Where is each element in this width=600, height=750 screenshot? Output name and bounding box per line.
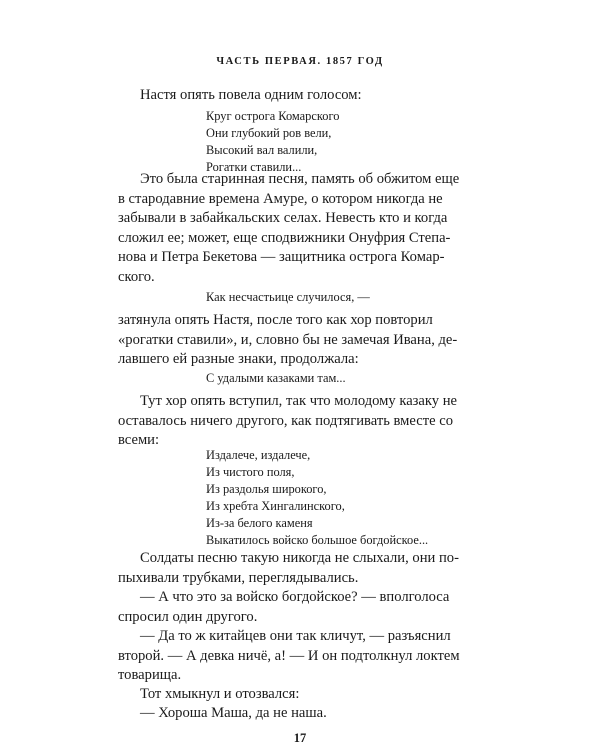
text-line: всеми: xyxy=(118,432,160,448)
paragraph-1 xyxy=(118,86,484,106)
paragraph-text xyxy=(118,549,484,588)
paragraph-text xyxy=(118,170,484,287)
verse-block-2 xyxy=(206,289,370,306)
paragraph-text xyxy=(118,392,484,451)
paragraph-9 xyxy=(118,704,484,724)
verse-line: Высокий вал валили, xyxy=(206,143,318,157)
paragraph-5 xyxy=(118,549,484,588)
verse-block-4 xyxy=(206,447,428,549)
text-line: «рогатки ставили», и, словно бы не замечая Ивана, де- xyxy=(118,331,458,348)
verse-line: Круг острога Комарского xyxy=(206,109,340,123)
running-title: ЧАСТЬ ПЕРВАЯ. 1857 ГОД xyxy=(216,56,384,67)
paragraph-6 xyxy=(118,588,484,627)
verse-line: Из хребта Хингалинского, xyxy=(206,499,345,513)
text-line: оставалось ничего другого, как подтягивать вместе со xyxy=(118,412,454,429)
text-line: забывали в забайкальских селах. Невесть кто и когда xyxy=(118,210,448,226)
text-line: ского. xyxy=(118,268,155,285)
verse-block-3 xyxy=(206,370,346,387)
paragraph-text: — Хороша Маша, да не наша. xyxy=(140,705,327,721)
verse-line: Они глубокий ров вели, xyxy=(206,126,332,140)
verse-block-1 xyxy=(206,108,339,176)
paragraph-text: Тот хмыкнул и отозвался: xyxy=(140,686,300,702)
verse-line: Выкатилось войско большое богдойское... xyxy=(206,533,429,547)
text-line: второй. — А девка ничё, а! — И он подтолкнул локтем xyxy=(118,647,460,664)
text-line: нова и Петра Бекетова — защитника острога Комар- xyxy=(118,249,445,265)
verse-line: Из чистого поля, xyxy=(206,465,295,479)
text-line: — Да то ж китайцев они так кличут, — разъяснил xyxy=(140,628,451,644)
paragraph-7 xyxy=(118,627,484,686)
paragraph-text: Настя опять повела одним голосом: xyxy=(140,87,362,103)
text-line: Это была старинная песня, память об обжитом еще xyxy=(140,171,460,187)
text-line: Тут хор опять вступил, так что молодому казаку не xyxy=(140,393,458,409)
text-line: — А что это за войско богдойское? — вполголоса xyxy=(140,589,450,605)
paragraph-4 xyxy=(118,392,484,451)
paragraph-2 xyxy=(118,170,484,287)
text-line: спросил один другого. xyxy=(118,608,258,625)
verse-line: Рогатки ставили... xyxy=(206,160,302,174)
text-line: лавшего ей разные знаки, продолжала: xyxy=(118,351,359,367)
text-line: затянула опять Настя, после того как хор повторил xyxy=(118,312,433,328)
paragraph-3 xyxy=(118,311,484,370)
page-number: 17 xyxy=(293,731,307,745)
paragraph-text xyxy=(118,311,484,370)
verse-line: Из-за белого каменя xyxy=(206,516,313,530)
paragraph-text xyxy=(118,588,484,627)
paragraph-8 xyxy=(118,685,484,705)
text-line: в стародавние времена Амуре, о котором никогда не xyxy=(118,190,443,207)
text-line: пыхивали трубками, переглядывались. xyxy=(118,569,359,586)
text-line: Солдаты песню такую никогда не слыхали, они по- xyxy=(140,550,459,566)
verse-line: Из раздолья широкого, xyxy=(206,482,327,496)
verse-line: Издалече, издалече, xyxy=(206,448,311,462)
paragraph-text xyxy=(118,627,484,686)
verse-line: С удалыми казаками там... xyxy=(206,371,346,385)
text-line: сложил ее; может, еще сподвижники Онуфрия Степа- xyxy=(118,229,451,246)
verse-line: Как несчастьице случилося, — xyxy=(206,290,370,304)
text-line: товарища. xyxy=(118,667,182,683)
